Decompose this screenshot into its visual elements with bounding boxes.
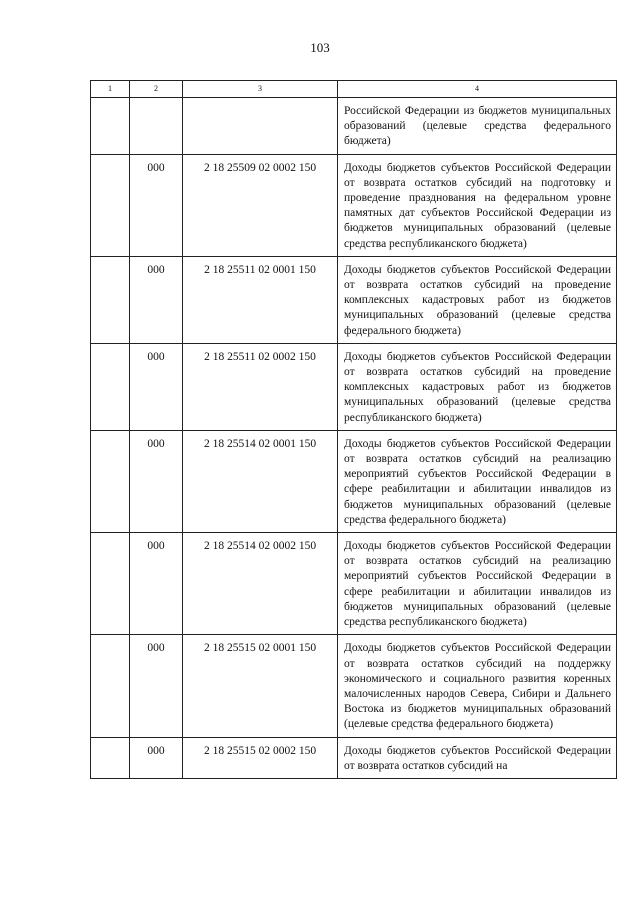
header-col-3: 3	[183, 81, 338, 98]
description-cell: Доходы бюджетов субъектов Российской Федерации от возврата остатков субсидий на реализацию мероприятий субъектов Российской Федерации в сфере реабилитации и абилитации инвалидов из бюджетов муниципальных образований (целевые средства республиканского бюджета)	[338, 533, 617, 635]
table-row	[91, 256, 617, 343]
blank-cell	[91, 533, 130, 635]
blank-cell	[91, 256, 130, 343]
description-cell: Доходы бюджетов субъектов Российской Федерации от возврата остатков субсидий на поддержку экономического и социального развития коренных малочисленных народов Севера, Сибири и Дальнего Востока из бюджетов муниципальных образований (целевые средства федерального бюджета)	[338, 635, 617, 737]
table-row	[91, 737, 617, 778]
classification-code-cell	[183, 98, 338, 155]
page-number: 103	[310, 40, 330, 55]
admin-code-cell: 000	[130, 533, 183, 635]
description-cell: Российской Федерации из бюджетов муниципальных образований (целевые средства федерального бюджета)	[338, 98, 617, 155]
blank-cell	[91, 98, 130, 155]
header-col-2: 2	[130, 81, 183, 98]
blank-cell	[91, 154, 130, 256]
description-cell: Доходы бюджетов субъектов Российской Федерации от возврата остатков субсидий на проведение комплексных кадастровых работ из бюджетов муниципальных образований (целевые средства федерального бюджета)	[338, 256, 617, 343]
description-cell: Доходы бюджетов субъектов Российской Федерации от возврата остатков субсидий на подготовку и проведение празднования на федеральном уровне памятных дат субъектов Российской Федерации из бюджетов муниципальных образований (целевые средства республиканского бюджета)	[338, 154, 617, 256]
admin-code-cell: 000	[130, 343, 183, 430]
table-row	[91, 533, 617, 635]
classification-code-cell: 2 18 25509 02 0002 150	[183, 154, 338, 256]
budget-codes-table	[90, 80, 617, 779]
classification-code-cell: 2 18 25511 02 0001 150	[183, 256, 338, 343]
table-row	[91, 98, 617, 155]
admin-code-cell	[130, 98, 183, 155]
classification-code-cell: 2 18 25514 02 0002 150	[183, 533, 338, 635]
header-col-4: 4	[338, 81, 617, 98]
description-cell: Доходы бюджетов субъектов Российской Федерации от возврата остатков субсидий на проведение комплексных кадастровых работ из бюджетов муниципальных образований (целевые средства республиканского бюджета)	[338, 343, 617, 430]
admin-code-cell: 000	[130, 737, 183, 778]
description-cell: Доходы бюджетов субъектов Российской Федерации от возврата остатков субсидий на реализацию мероприятий субъектов Российской Федерации в сфере реабилитации и абилитации инвалидов из бюджетов муниципальных образований (целевые средства федерального бюджета)	[338, 430, 617, 532]
description-cell: Доходы бюджетов субъектов Российской Федерации от возврата остатков субсидий на	[338, 737, 617, 778]
blank-cell	[91, 635, 130, 737]
header-col-1: 1	[91, 81, 130, 98]
table-row	[91, 635, 617, 737]
blank-cell	[91, 430, 130, 532]
admin-code-cell: 000	[130, 154, 183, 256]
admin-code-cell: 000	[130, 635, 183, 737]
admin-code-cell: 000	[130, 430, 183, 532]
blank-cell	[91, 343, 130, 430]
classification-code-cell: 2 18 25514 02 0001 150	[183, 430, 338, 532]
table-header-row	[91, 81, 617, 98]
admin-code-cell: 000	[130, 256, 183, 343]
classification-code-cell: 2 18 25515 02 0001 150	[183, 635, 338, 737]
table-row	[91, 343, 617, 430]
table-row	[91, 430, 617, 532]
blank-cell	[91, 737, 130, 778]
classification-code-cell: 2 18 25515 02 0002 150	[183, 737, 338, 778]
table-row	[91, 154, 617, 256]
classification-code-cell: 2 18 25511 02 0002 150	[183, 343, 338, 430]
